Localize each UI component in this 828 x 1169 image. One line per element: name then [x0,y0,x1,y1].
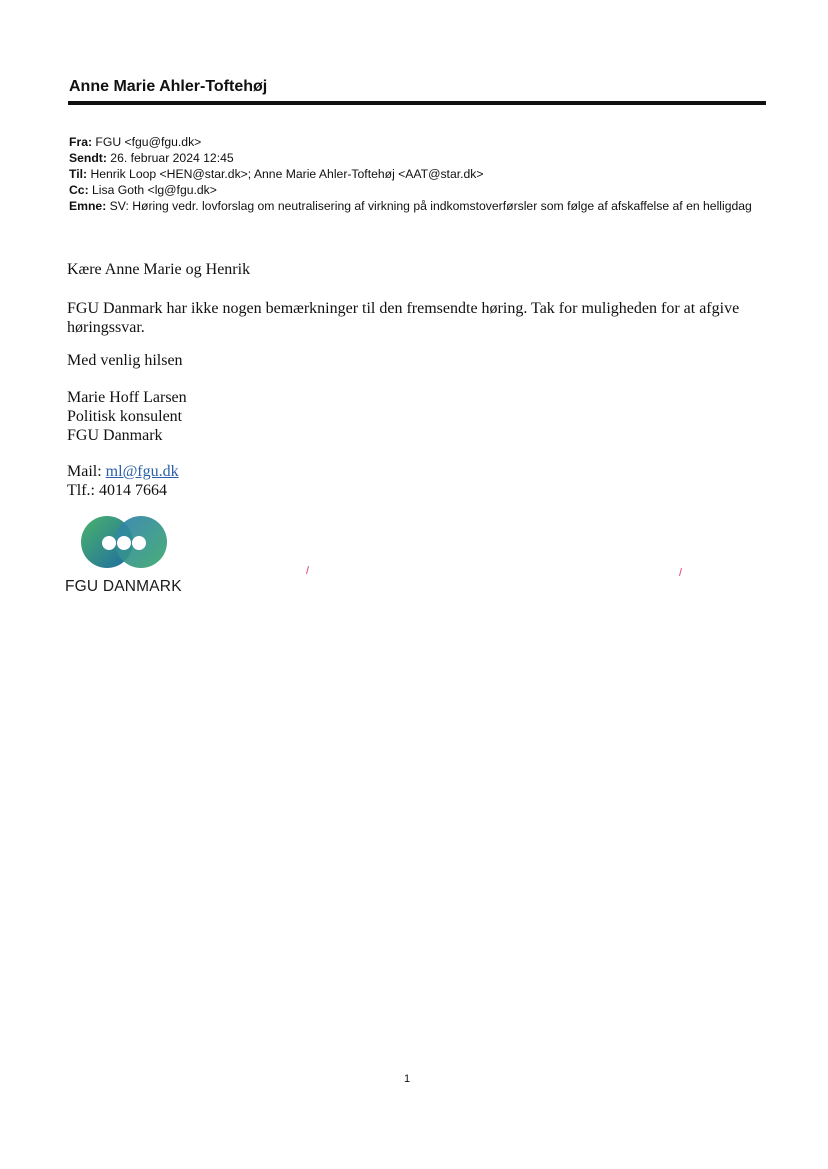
subject-row [69,198,769,214]
subject-value: SV: Høring vedr. lovforslag om neutralisering af virkning på indkomstoverførsler som følge af afskaffelse af en helligdag [106,199,752,213]
signature-org: FGU Danmark [67,427,163,444]
mail-row [67,462,767,481]
mail-label: Mail: [67,463,106,480]
from-label: Fra: [69,135,93,149]
subject-label: Emne: [69,199,107,213]
sent-row [69,150,769,166]
signature-title: Politisk konsulent [67,408,183,425]
phone-row: Tlf.: 4014 7664 [67,482,167,499]
to-row [69,166,769,182]
sent-value: 26. februar 2024 12:45 [106,151,234,165]
scan-mark [306,566,309,574]
sender-name: Anne Marie Ahler-Toftehøj [69,78,268,95]
email-headers [69,134,769,214]
signature-block [67,388,767,445]
greeting: Kære Anne Marie og Henrik [67,261,251,278]
mail-link[interactable]: ml@fgu.dk [105,463,179,480]
body-paragraph: FGU Danmark har ikke nogen bemærkninger til den fremsendte høring. Tak for muligheden for at afgive høringssvar. [67,300,740,336]
from-value: FGU <fgu@fgu.dk> [92,135,202,149]
page-number: 1 [404,1073,411,1085]
header-rule [68,101,766,105]
fgu-logo-icon [80,514,168,570]
logo-text: FGU DANMARK [65,578,182,595]
contact-block [67,462,767,500]
closing: Med venlig hilsen [67,352,183,369]
scan-mark [679,568,682,576]
signature-name: Marie Hoff Larsen [67,389,187,406]
to-value: Henrik Loop <HEN@star.dk>; Anne Marie Ahler-Toftehøj <AAT@star.dk> [87,167,484,181]
to-label: Til: [69,167,88,181]
cc-row [69,182,769,198]
cc-label: Cc: [69,183,89,197]
cc-value: Lisa Goth <lg@fgu.dk> [88,183,217,197]
from-row [69,134,769,150]
sent-label: Sendt: [69,151,107,165]
